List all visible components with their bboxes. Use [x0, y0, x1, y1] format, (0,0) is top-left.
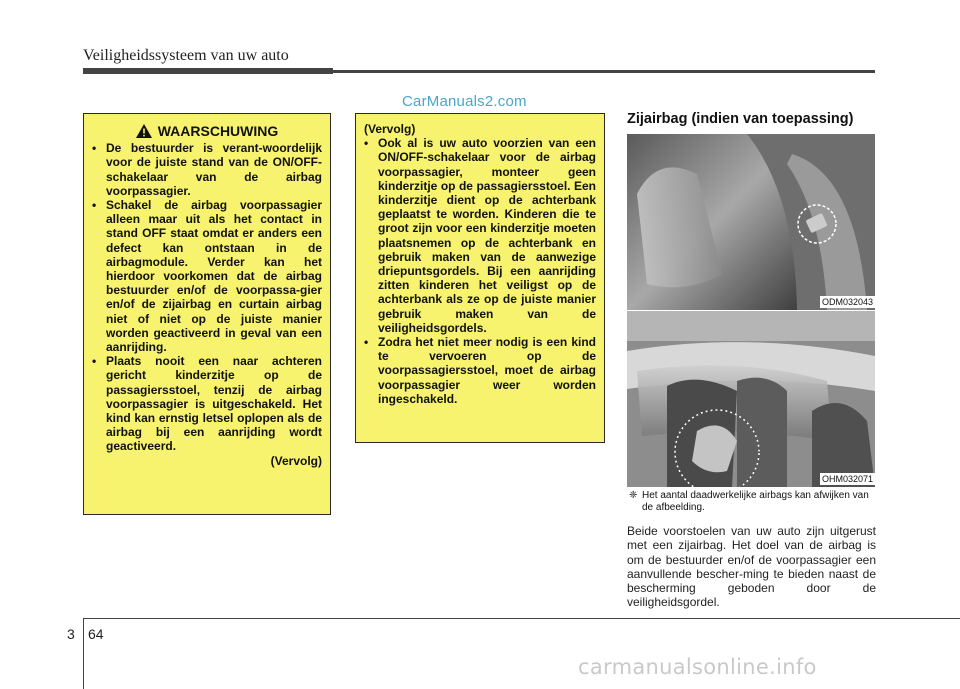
watermark-top[interactable]: CarManuals2.com: [402, 93, 527, 110]
bullet: •: [92, 198, 97, 213]
footer-divider: [83, 618, 84, 689]
bullet: •: [364, 335, 369, 350]
warning-item-text: Ook al is uw auto voorzien van een ON/OFF-schakelaar voor de airbag voorpassagier, monteer geen kinderzitje op de passagiersstoel. Een kinderzitje dient op de achterbank geplaatst te worden. Kinderen die te groot zijn voor een kinderzitje moeten plaatsnemen op de achterbank en gebruik maken van de aanwezige driepuntsgordels. Bij een aanrijding zitten kinderen het veiligst op de achterbank als ze op de juiste manier gebruik maken van de veiligheidsgordels.: [378, 136, 596, 335]
page-number: 64: [88, 626, 104, 642]
warning-heading: [92, 124, 322, 138]
warning-icon: [136, 124, 152, 138]
warning-item: [92, 141, 322, 198]
warning-item: [364, 335, 596, 406]
warning-item-text: Schakel de airbag voorpassagier alleen maar uit als het contact in stand OFF staat omdat er anders een defect kan ontstaan in de airbagmodule. Verder kan het hierdoor voorkomen dat de airbag bestuurder en/of de voorpassa-gier en/of de zijairbag en curtain airbag niet of niet op de juiste manier worden geactiveerd in geval van een aanrijding.: [106, 198, 322, 355]
seat-airbag-image: [627, 134, 875, 310]
warning-item-text: Zodra het niet meer nodig is een kind te vervoeren op de voorpassagiersstoel, moet de airbag voorpassagier weer worden ingeschakeld.: [378, 335, 596, 406]
bullet: •: [364, 136, 369, 151]
warning-item: [92, 198, 322, 354]
warning-item-text: Plaats nooit een naar achteren gericht kinderzitje op de passagiersstoel, tenzij de airbag voorpassagier is uitgeschakeld. Het kind kan ernstig letsel oplopen als de airbag bij een aanrijding wordt geactiveerd.: [106, 354, 322, 454]
image-code: ODM032043: [821, 297, 873, 307]
continued-heading: (Vervolg): [364, 122, 416, 136]
section-title: Zijairbag (indien van toepassing): [627, 111, 854, 127]
warning-item: [92, 354, 322, 453]
warning-item-text: De bestuurder is verant-woordelijk voor de juiste stand van de ON/OFF-schakelaar van de airbag voorpassagier.: [106, 141, 322, 198]
watermark-bottom[interactable]: carmanualsonline.info: [578, 655, 817, 679]
footer-rule: [83, 618, 960, 619]
page-header-title: Veiligheidssysteem van uw auto: [83, 47, 289, 64]
continued-warning-box: [355, 113, 605, 443]
warning-heading-text: WAARSCHUWING: [157, 123, 279, 139]
image-code: OHM032071: [821, 474, 873, 484]
seat-illustration: [627, 134, 875, 310]
airbag-illustration: [627, 311, 875, 487]
bullet: •: [92, 141, 97, 156]
image-note: [629, 490, 875, 514]
continued-label: (Vervolg): [270, 453, 322, 468]
note-symbol: ❈: [629, 490, 638, 501]
warning-box: [83, 113, 331, 515]
side-airbag-deploy-image: [627, 311, 875, 487]
note-text: Het aantal daadwerkelijke airbags kan afwijken van de afbeelding.: [642, 490, 869, 513]
chapter-number: 3: [67, 626, 75, 642]
body-paragraph: Beide voorstoelen van uw auto zijn uitgerust met een zijairbag. Het doel van de airbag is om de bestuurder en/of de voorpassagier een aanvullende bescher-ming te bieden naast de bescherming geboden door de veiligheidsgordel.: [627, 524, 876, 610]
bullet: •: [92, 354, 97, 369]
header-rule-accent: [83, 68, 333, 74]
warning-item: [364, 136, 596, 335]
